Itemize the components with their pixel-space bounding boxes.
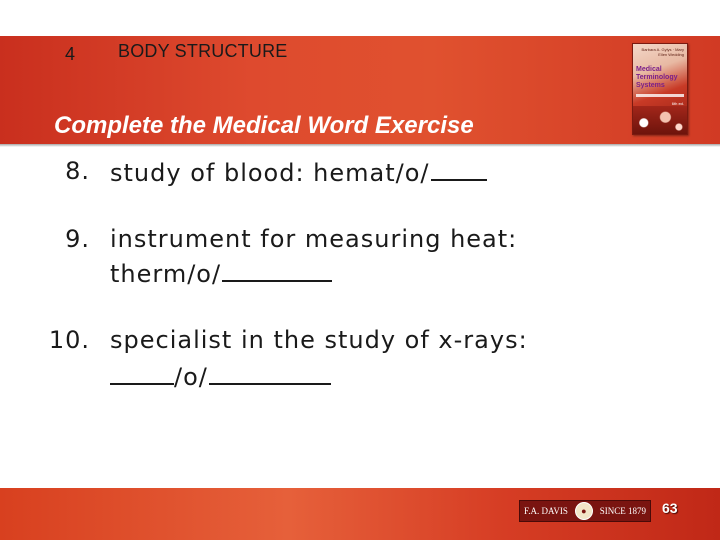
- item-text: specialist in the study of x-rays:: [110, 326, 528, 354]
- item-text-line2: [110, 258, 332, 288]
- item-prompt: study of blood: hemat/o/: [110, 159, 430, 187]
- item-number: 10.: [48, 326, 90, 354]
- top-strip: [0, 0, 720, 36]
- slide-title: Complete the Medical Word Exercise: [54, 112, 474, 139]
- item-prompt-line2: therm/o/: [110, 260, 222, 288]
- chapter-title: BODY STRUCTURE: [118, 41, 288, 61]
- publisher-logo: [519, 500, 651, 522]
- book-cover-title: Medical Terminology Systems: [636, 66, 678, 89]
- book-cover-edition: 6th ed.: [671, 101, 684, 106]
- answer-blank[interactable]: [222, 258, 332, 282]
- item-text-line2: [110, 361, 331, 391]
- book-cover-cells-art: [633, 106, 687, 134]
- item-number: 8.: [65, 157, 90, 185]
- item-text: [110, 157, 487, 187]
- chapter-number: 4: [65, 44, 76, 64]
- answer-blank-suffix[interactable]: [209, 361, 331, 385]
- publisher-emblem-icon: ●: [575, 502, 593, 520]
- item-prompt-mid: /o/: [174, 363, 208, 391]
- answer-blank-prefix[interactable]: [110, 361, 174, 385]
- book-cover-authors: Barbara A. Gylys · Mary Ellen Wedding: [641, 47, 684, 57]
- page-number: 63: [662, 500, 678, 516]
- book-cover-bar: [636, 94, 684, 97]
- book-cover-image: [632, 43, 688, 135]
- publisher-name: F.A. DAVIS: [524, 506, 568, 516]
- item-number: 9.: [65, 225, 90, 253]
- item-text: instrument for measuring heat:: [110, 225, 518, 253]
- publisher-since: SINCE 1879: [599, 506, 646, 516]
- answer-blank[interactable]: [431, 157, 487, 181]
